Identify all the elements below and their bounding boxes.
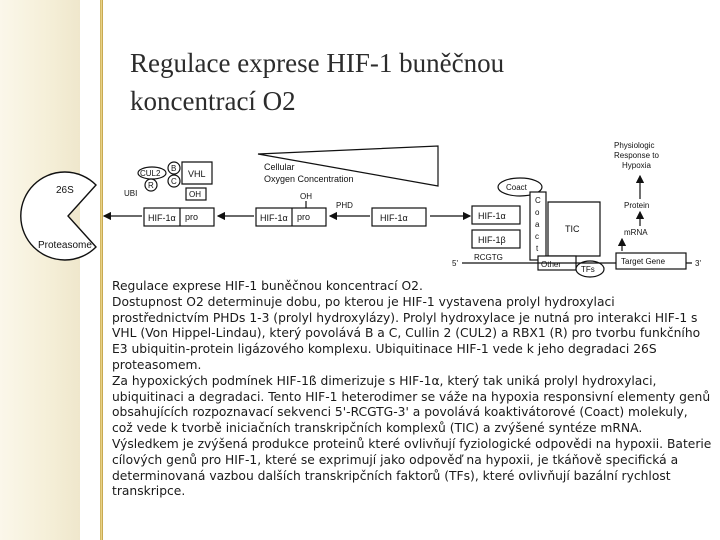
protein-label: Protein <box>624 201 650 210</box>
b-label: B <box>171 164 177 173</box>
hif1a-label-mid: HIF-1α <box>260 213 288 223</box>
rcgtg-label: RCGTG <box>474 253 503 262</box>
response-label-1: Physiologic <box>614 141 655 150</box>
vhl-label: VHL <box>188 169 206 179</box>
ubi-label: UBI <box>124 189 138 198</box>
response-label-3: Hypoxia <box>622 161 651 170</box>
oxygen-label-2: Oxygen Concentration <box>264 174 354 184</box>
oh-label-mid: OH <box>300 192 312 201</box>
coact-label: Coact <box>506 183 527 192</box>
proteasome-26s-label: 26S <box>56 185 74 196</box>
coact-letter: C <box>535 196 541 205</box>
mrna-label: mRNA <box>624 228 648 237</box>
response-label-2: Response to <box>614 151 659 160</box>
hif1a-label-left: HIF-1α <box>148 213 176 223</box>
text-paragraph: Regulace exprese HIF-1 buněčnou koncentrací O2. <box>112 279 423 293</box>
c-label: C <box>171 177 177 186</box>
oh-label-left: OH <box>189 190 201 199</box>
oxygen-label-1: Cellular <box>264 162 295 172</box>
five-prime-label: 5' <box>452 259 458 268</box>
r-label: R <box>148 181 154 190</box>
coact-letter: a <box>535 220 540 229</box>
hif1a-label-free: HIF-1α <box>380 213 408 223</box>
slide-title <box>130 44 690 120</box>
proteasome-label: Proteasome <box>38 240 92 251</box>
pro-label-left: pro <box>185 212 199 222</box>
tic-label: TIC <box>565 224 580 234</box>
coact-letter: o <box>535 208 540 217</box>
cul2-label: CUL2 <box>140 169 161 178</box>
title-line-1: Regulace exprese HIF-1 buněčnou <box>130 48 505 78</box>
hif1-regulation-diagram <box>18 136 708 278</box>
pro-label-mid: pro <box>297 212 311 222</box>
title-line-2: koncentrací O2 <box>130 86 296 116</box>
target-gene-label: Target Gene <box>621 257 666 266</box>
other-label: Other <box>541 260 562 269</box>
coact-letter: c <box>535 232 539 241</box>
phd-label: PHD <box>336 201 353 210</box>
text-paragraph: Za hypoxických podmínek HIF-1ß dimerizuje s HIF-1α, který tak uniká prolyl hydroxylaci, ubiquitinaci a degradaci. Tento HIF-1 heterodimer se váže na hypoxia responsivní elementy genů obsahujících rozpoznavací sekvenci 5'-RCGTG-3' a povolává koaktivátorové (Coact) molekuly, což vede k tvorbě iniciačních transkripčních komplexů (TIC) a zvýšené syntéze mRNA. Výsledkem je zvýšená produkce proteinů které ovlivňují fyziologické odpovědi na hypoxii. Baterie cílových genů pro HIF-1, které se exprimují jako odpověď na hypoxii, je tkáňově specifická a determinovaná vazbou dalších transkripčních faktorů (TFs), které ovlivňují bazální rychlost transkripce. <box>112 373 712 499</box>
three-prime-label: 3' <box>695 259 701 268</box>
hif1b-label-dimer: HIF-1β <box>478 235 506 245</box>
explanation-text <box>112 279 712 500</box>
hif1a-label-dimer: HIF-1α <box>478 211 506 221</box>
text-paragraph: Dostupnost O2 determinuje dobu, po kterou je HIF-1 vystavena prolyl hydroxylaci prostřednictvím PHDs 1-3 (prolyl hydroxylázy). Prolyl hydroxylace je nutná pro interakci HIF-1 s VHL (Von Hippel-Lindau), který povolává B a C, Cullin 2 (CUL2) a RBX1 (R) pro tvorbu funkčního E3 ubiquitin-protein ligázového komplexu. Ubiquitinace HIF-1 vede k jeho degradaci 26S proteasomem. <box>112 294 701 372</box>
tfs-label: TFs <box>581 265 595 274</box>
coact-letter: t <box>536 244 539 253</box>
